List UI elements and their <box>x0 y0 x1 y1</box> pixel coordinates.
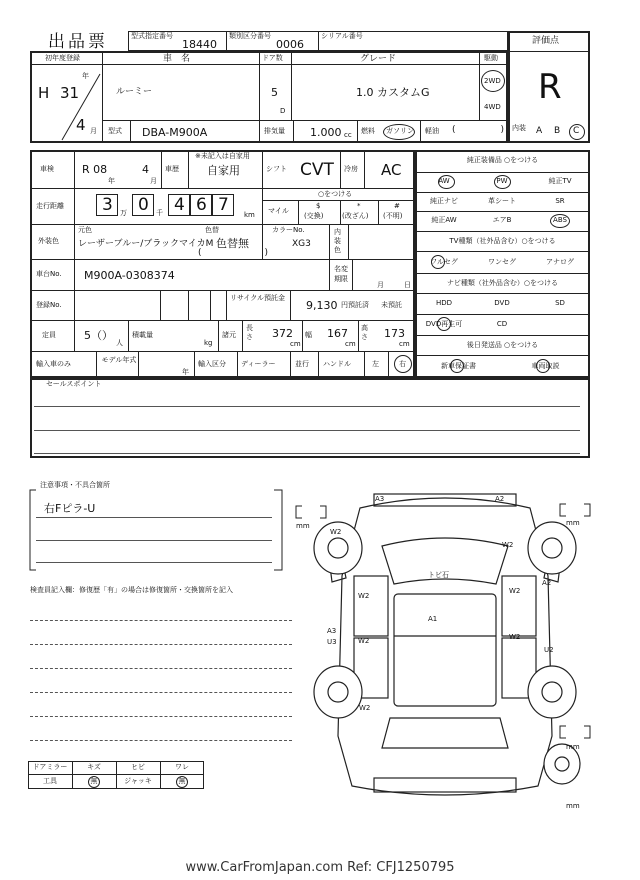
shaken: R 08 <box>82 163 108 176</box>
navi-cd: CD <box>496 320 508 328</box>
first-reg-era: H <box>38 84 50 102</box>
inspector-note: 検査員記入欄：修復歴「有」の場合は修復箇所・交換箇所を記入 <box>30 586 233 594</box>
damage-header-scratch: キズ <box>87 763 101 771</box>
equip-sr: SR <box>555 197 565 205</box>
damage-header-break: ワレ <box>175 763 189 771</box>
damage-header-crack: ヒビ <box>131 763 145 771</box>
import-label: 輸入車のみ <box>36 360 71 368</box>
navi-header: ナビ種類（社外品含む）○をつける <box>446 279 559 287</box>
handle-label: ハンドル <box>323 360 351 368</box>
width: 167 <box>327 327 348 340</box>
first-reg-month: 4 <box>76 116 86 134</box>
drive-4wd: 4WD <box>484 103 501 111</box>
model: DBA-M900A <box>142 126 208 139</box>
mark-a1-roof: A1 <box>428 615 438 623</box>
recycle-unpaid: 未預託 <box>381 301 402 309</box>
model-year-label: モデル年式 <box>101 356 137 364</box>
serial-label: シリアル番号 <box>321 32 363 40</box>
equipment-header: 純正装備品 ○をつける <box>466 156 539 164</box>
dealer: ディーラー <box>241 360 276 368</box>
later-header: 後日発送品 ○をつける <box>466 341 539 349</box>
notes-line-1: 右Fピラ-U <box>44 502 96 515</box>
color-no: XG3 <box>292 239 311 249</box>
mark-w2-rl: W2 <box>359 704 371 712</box>
tv-oneseg: ワンセグ <box>488 258 516 266</box>
diesel-label: 軽油 <box>425 127 439 135</box>
color-label: 外装色 <box>38 237 59 245</box>
interior-label: 内装 <box>512 124 526 132</box>
reg-label: 登録No. <box>36 301 62 309</box>
mileage-digit-5: 7 <box>218 195 229 215</box>
car-name: ルーミー <box>116 87 153 97</box>
mark-w2-fl: W2 <box>330 528 342 536</box>
shaken-month: 4 <box>142 163 149 176</box>
length-label: 長さ <box>246 324 253 341</box>
tv-header: TV種類（社外品含む）○をつける <box>449 237 556 245</box>
handle-left: 左 <box>372 360 379 368</box>
tools-value: 無 <box>90 777 98 785</box>
mileage-label: 走行距離 <box>36 202 64 210</box>
parallel: 並行 <box>295 360 309 368</box>
model-designation: 18440 <box>182 38 217 51</box>
model-label: 型式 <box>108 127 122 135</box>
color-change: 色替無 <box>216 237 249 250</box>
displacement-label: 排気量 <box>264 127 285 135</box>
name-change-label: 名変期限 <box>334 265 348 283</box>
orig-color: レーザーブルー/ブラックマイカM <box>78 239 214 249</box>
equip-genuine-aw: 純正AW <box>431 216 457 224</box>
first-reg-label: 初年度登録 <box>45 54 80 62</box>
sales-point-box <box>30 378 590 458</box>
equip-leather: 革シート <box>488 197 516 205</box>
mile-label: マイル <box>268 207 289 215</box>
equip-airbag: エアB <box>492 216 512 224</box>
damage-header-mirror: ドアミラー <box>32 763 68 771</box>
chassis-label: 車台No. <box>36 270 62 278</box>
later-manual: 車両取説 <box>531 362 560 370</box>
doors-label: ドア数 <box>262 54 283 62</box>
history-note: ※未記入は自家用 <box>195 152 250 160</box>
equip-navi: 純正ナビ <box>430 197 458 205</box>
mark-w2-fr-door: W2 <box>509 587 521 595</box>
mark-a2-front: A2 <box>495 495 505 503</box>
equip-pw: PW <box>496 177 508 185</box>
navi-hdd: HDD <box>435 299 453 307</box>
equip-abs: ABS <box>553 216 567 224</box>
tools-label: 工具 <box>43 777 57 785</box>
mile-note: ○をつける <box>318 190 353 198</box>
history-label: 車歴 <box>165 165 179 173</box>
mileage-digit-2: 0 <box>138 195 149 215</box>
recycle: 9,130 <box>306 299 338 312</box>
shift: CVT <box>300 160 334 180</box>
later-warranty: 新車保証書 <box>441 362 476 370</box>
shaken-label: 車検 <box>40 165 54 173</box>
fuel: ガソリン <box>386 127 414 135</box>
capacity: 5（） <box>84 329 113 342</box>
navi-dvd-play: DVD再生可 <box>425 320 463 328</box>
load-label: 積載量 <box>132 331 153 339</box>
recycle-status: 円預託済 <box>341 301 369 309</box>
handle-right: 右 <box>399 360 406 368</box>
interior-color-label: 内装色 <box>334 228 341 254</box>
ac-label: 冷房 <box>344 165 358 173</box>
mileage-digit-3: 4 <box>174 195 185 215</box>
recycle-label: リサイクル預託金 <box>230 294 286 302</box>
footer-watermark: www.CarFromJapan.com Ref: CFJ1250795 <box>185 860 455 875</box>
rating-label: 評価点 <box>532 36 560 46</box>
drive-label: 駆動 <box>484 54 498 62</box>
mileage-digit-1: 3 <box>102 195 113 215</box>
interior-b: B <box>554 126 561 136</box>
mark-stone-chip: トビ石 <box>428 571 449 579</box>
height-label: 高さ <box>361 324 368 341</box>
mark-w2-rl-door: W2 <box>358 637 370 645</box>
mark-a3-left: A3 <box>327 627 337 635</box>
mm-spare: mm <box>566 743 580 751</box>
color-change-label: 色替 <box>205 226 219 234</box>
ac: AC <box>381 161 402 179</box>
sales-point-label: セールスポイント <box>46 380 102 388</box>
navi-dvd: DVD <box>494 299 510 307</box>
mark-a3-front: A3 <box>375 495 385 503</box>
grade-label: グレード <box>360 54 397 64</box>
grade: 1.0 カスタムG <box>356 86 430 99</box>
height: 173 <box>384 327 405 340</box>
first-reg-year: 31 <box>60 84 80 102</box>
category: 0006 <box>276 38 304 51</box>
category-label: 類別区分番号 <box>229 32 271 40</box>
mark-w2-fr: W2 <box>502 541 514 549</box>
rating-value: R <box>538 67 562 107</box>
model-designation-label: 型式指定番号 <box>131 32 173 40</box>
mm-rear: mm <box>566 802 580 810</box>
mark-w2-rr-door: W2 <box>509 633 521 641</box>
drive-2wd: 2WD <box>484 77 501 85</box>
dims-label: 諸元 <box>222 331 236 339</box>
form-title: 出品票 <box>48 32 108 52</box>
interior-a: A <box>536 126 543 136</box>
mm-fr: mm <box>566 519 580 527</box>
interior-c: C <box>573 126 580 136</box>
capacity-label: 定員 <box>42 331 56 339</box>
fuel-label: 燃料 <box>361 127 375 135</box>
tv-analog: アナログ <box>546 258 574 266</box>
equip-tv: 純正TV <box>548 177 572 185</box>
shift-label: シフト <box>266 165 287 173</box>
equip-aw: AW <box>438 177 450 185</box>
import-category-label: 輸入区分 <box>198 360 226 368</box>
car-name-label: 車 名 <box>163 54 191 64</box>
notes-label: 注意事項・不具合箇所 <box>40 481 110 489</box>
jack-value: 無 <box>178 777 186 785</box>
orig-color-label: 元色 <box>78 226 92 234</box>
tv-fullseg: フルセグ <box>430 258 458 266</box>
width-label: 幅 <box>305 331 312 339</box>
mark-u2-right: U2 <box>544 646 554 654</box>
displacement: 1.000 <box>310 126 342 139</box>
history: 自家用 <box>207 164 240 177</box>
mark-a2-right: A2 <box>542 579 552 587</box>
color-no-label: カラーNo. <box>272 226 305 234</box>
doors: 5 <box>271 86 278 99</box>
mark-w2-fl-door: W2 <box>358 592 370 600</box>
jack-label: ジャッキ <box>124 777 152 785</box>
mm-fl: mm <box>296 522 310 530</box>
navi-sd: SD <box>555 299 565 307</box>
chassis: M900A-0308374 <box>84 269 175 282</box>
mark-u3-left: U3 <box>327 638 337 646</box>
mileage-digit-4: 6 <box>196 195 207 215</box>
length: 372 <box>272 327 293 340</box>
